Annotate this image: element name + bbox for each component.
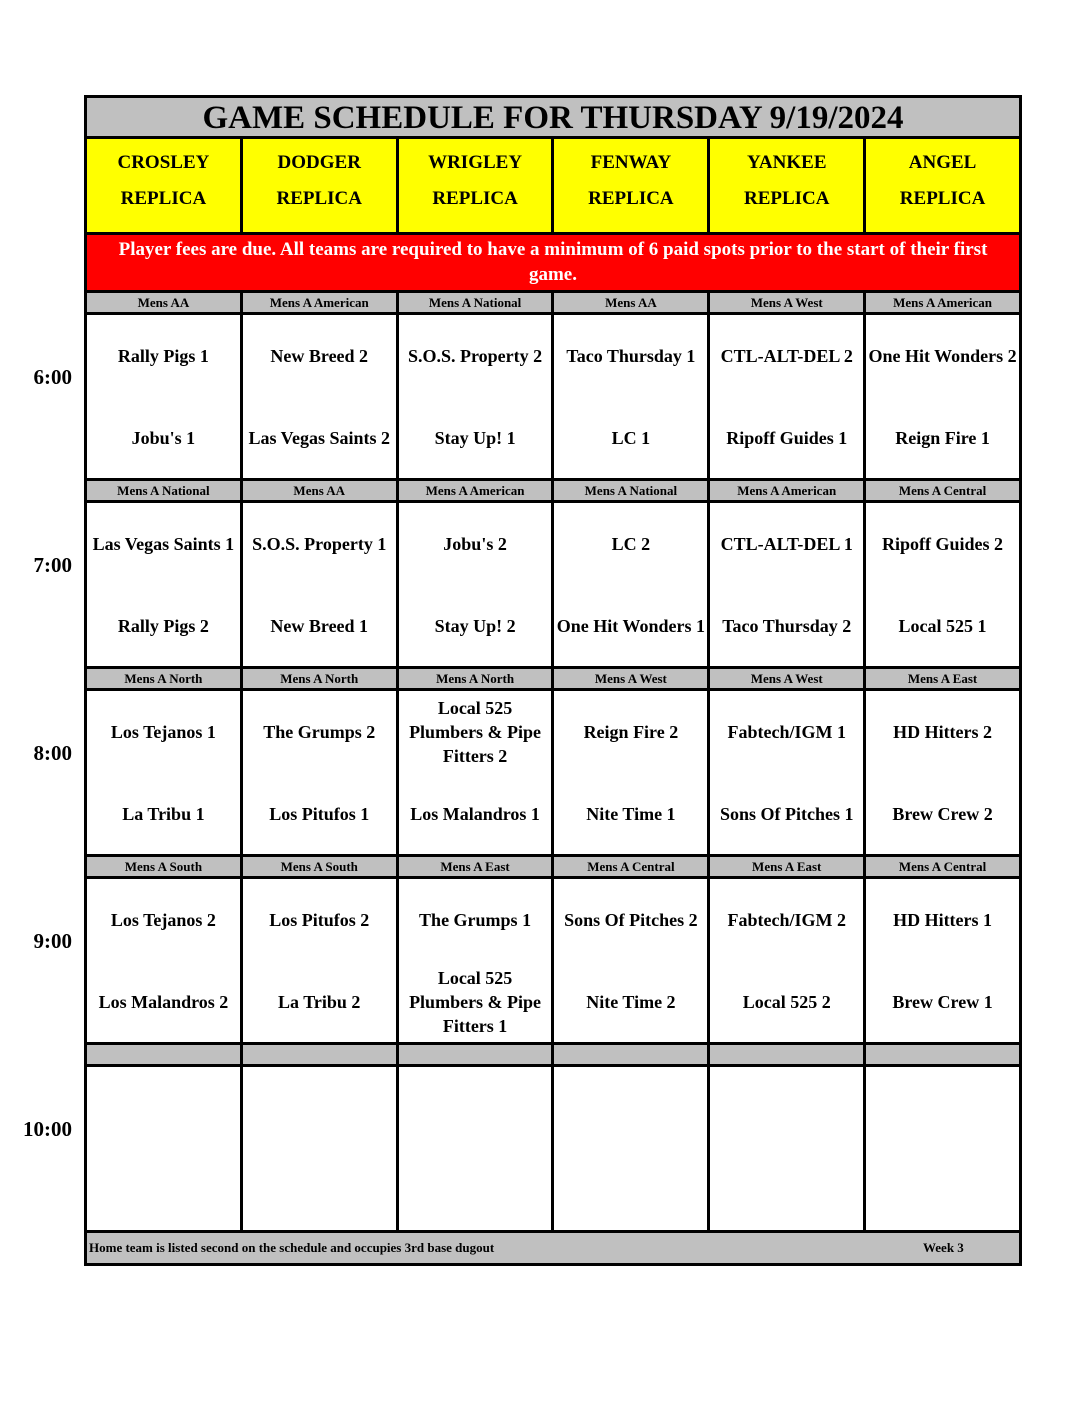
away-team bbox=[712, 1069, 861, 1147]
away-team: Sons Of Pitches 2 bbox=[564, 910, 698, 930]
field-header-row bbox=[84, 139, 1022, 235]
home-team bbox=[245, 1151, 394, 1229]
division-row bbox=[84, 481, 1022, 503]
field-header-yankee bbox=[710, 139, 866, 235]
week-label: Week 3 bbox=[923, 1240, 964, 1255]
field-header-wrigley bbox=[399, 139, 555, 235]
home-team: Stay Up! 1 bbox=[434, 428, 516, 448]
game-cell bbox=[866, 315, 1022, 481]
game-cell bbox=[87, 691, 243, 857]
home-team: Los Pitufos 1 bbox=[269, 804, 370, 824]
division-label: Mens AA bbox=[243, 481, 399, 503]
division-label: Mens A East bbox=[866, 669, 1022, 691]
game-cell bbox=[554, 503, 710, 669]
away-team: Local 525 Plumbers & Pipe Fitters 2 bbox=[409, 698, 542, 766]
away-team: HD Hitters 2 bbox=[893, 722, 993, 742]
home-team: Sons Of Pitches 1 bbox=[719, 804, 854, 824]
division-label: Mens A West bbox=[554, 669, 710, 691]
footer-note: Home team is listed second on the schedule and occupies 3rd base dugout bbox=[89, 1240, 495, 1255]
division-label bbox=[399, 1045, 555, 1067]
game-cell bbox=[87, 879, 243, 1045]
away-team: Taco Thursday 1 bbox=[566, 346, 696, 366]
division-label bbox=[710, 1045, 866, 1067]
game-cell bbox=[399, 503, 555, 669]
home-team: Reign Fire 1 bbox=[895, 428, 990, 448]
away-team: The Grumps 2 bbox=[263, 722, 376, 742]
home-team: One Hit Wonders 1 bbox=[556, 616, 705, 636]
game-row bbox=[84, 879, 1022, 1045]
game-cell bbox=[399, 1067, 555, 1233]
division-label: Mens AA bbox=[87, 293, 243, 315]
game-cell bbox=[554, 315, 710, 481]
home-team: Las Vegas Saints 2 bbox=[248, 428, 391, 448]
home-team: Taco Thursday 2 bbox=[722, 616, 852, 636]
game-row bbox=[84, 315, 1022, 481]
division-label: Mens A Central bbox=[866, 481, 1022, 503]
home-team: Los Malandros 1 bbox=[410, 804, 540, 824]
division-label: Mens A National bbox=[554, 481, 710, 503]
home-team: Brew Crew 1 bbox=[892, 992, 993, 1012]
game-cell bbox=[243, 691, 399, 857]
away-team: Fabtech/IGM 2 bbox=[727, 910, 846, 930]
division-label: Mens A National bbox=[87, 481, 243, 503]
division-label: Mens A Central bbox=[866, 857, 1022, 879]
away-team: S.O.S. Property 2 bbox=[407, 346, 543, 366]
game-cell bbox=[399, 879, 555, 1045]
division-label: Mens A American bbox=[399, 481, 555, 503]
fee-notice-banner: Player fees are due. All teams are required to have a minimum of 6 paid spots prior to the start of their first game. bbox=[84, 235, 1022, 293]
away-team: CTL-ALT-DEL 1 bbox=[720, 534, 853, 554]
away-team: Reign Fire 2 bbox=[583, 722, 679, 742]
game-cell bbox=[87, 1067, 243, 1233]
home-team: Stay Up! 2 bbox=[434, 616, 516, 636]
time-slots bbox=[84, 293, 1022, 1233]
away-team bbox=[556, 1069, 705, 1147]
field-name: DODGER bbox=[277, 152, 361, 173]
division-label bbox=[87, 1045, 243, 1067]
away-team: Rally Pigs 1 bbox=[117, 346, 209, 366]
game-row bbox=[84, 1067, 1022, 1233]
field-subname: REPLICA bbox=[588, 188, 674, 209]
field-header-crosley bbox=[87, 139, 243, 235]
field-header-dodger bbox=[243, 139, 399, 235]
division-label: Mens A Central bbox=[554, 857, 710, 879]
schedule-sheet bbox=[84, 95, 1022, 1266]
home-team: Local 525 Plumbers & Pipe Fitters 1 bbox=[409, 968, 542, 1036]
home-team: Rally Pigs 2 bbox=[117, 616, 209, 636]
game-cell bbox=[554, 879, 710, 1045]
away-team: The Grumps 1 bbox=[419, 910, 532, 930]
home-team bbox=[868, 1151, 1017, 1229]
field-name: ANGEL bbox=[908, 152, 977, 173]
field-subname: REPLICA bbox=[432, 188, 518, 209]
field-subname: REPLICA bbox=[899, 188, 986, 209]
game-cell bbox=[710, 315, 866, 481]
game-cell bbox=[243, 1067, 399, 1233]
division-label: Mens A East bbox=[710, 857, 866, 879]
game-cell bbox=[554, 1067, 710, 1233]
game-cell bbox=[866, 691, 1022, 857]
home-team bbox=[89, 1151, 238, 1229]
away-team: Los Pitufos 2 bbox=[269, 910, 370, 930]
game-cell bbox=[710, 879, 866, 1045]
game-row bbox=[84, 503, 1022, 669]
game-cell bbox=[866, 1067, 1022, 1233]
away-team bbox=[401, 1069, 550, 1147]
division-label bbox=[866, 1045, 1022, 1067]
footer-bar bbox=[84, 1233, 1022, 1266]
division-label: Mens A West bbox=[710, 669, 866, 691]
away-team: Las Vegas Saints 1 bbox=[92, 534, 235, 554]
division-label: Mens A American bbox=[243, 293, 399, 315]
division-label: Mens A American bbox=[710, 481, 866, 503]
home-team: Los Malandros 2 bbox=[98, 992, 229, 1012]
field-header-fenway bbox=[554, 139, 710, 235]
home-team: New Breed 1 bbox=[270, 616, 369, 636]
time-label: 8:00 bbox=[33, 741, 72, 765]
away-team: S.O.S. Property 1 bbox=[252, 534, 387, 554]
away-team: Los Tejanos 2 bbox=[110, 910, 216, 930]
home-team: La Tribu 2 bbox=[278, 992, 361, 1012]
page-title: GAME SCHEDULE FOR THURSDAY 9/19/2024 bbox=[84, 95, 1022, 139]
field-name: CROSLEY bbox=[117, 152, 210, 173]
away-team: LC 2 bbox=[611, 534, 651, 554]
away-team: CTL-ALT-DEL 2 bbox=[720, 346, 853, 366]
away-team: New Breed 2 bbox=[270, 346, 369, 366]
division-label bbox=[243, 1045, 399, 1067]
division-row bbox=[84, 669, 1022, 691]
away-team: Ripoff Guides 2 bbox=[882, 534, 1004, 554]
game-cell bbox=[243, 315, 399, 481]
away-team bbox=[89, 1069, 238, 1147]
home-team: La Tribu 1 bbox=[122, 804, 205, 824]
away-team: Jobu's 2 bbox=[443, 534, 507, 554]
away-team: HD Hitters 1 bbox=[893, 910, 993, 930]
division-label: Mens A South bbox=[87, 857, 243, 879]
home-team: Nite Time 1 bbox=[586, 804, 676, 824]
division-label: Mens A West bbox=[710, 293, 866, 315]
division-label: Mens A National bbox=[399, 293, 555, 315]
home-team bbox=[556, 1151, 705, 1229]
field-subname: REPLICA bbox=[276, 188, 362, 209]
division-row bbox=[84, 857, 1022, 879]
division-row bbox=[84, 293, 1022, 315]
time-label: 9:00 bbox=[33, 929, 72, 953]
division-label: Mens A South bbox=[243, 857, 399, 879]
time-label: 7:00 bbox=[33, 553, 72, 577]
away-team bbox=[245, 1069, 394, 1147]
home-team: Local 525 1 bbox=[898, 616, 987, 636]
game-cell bbox=[87, 315, 243, 481]
game-cell bbox=[710, 691, 866, 857]
home-team: Brew Crew 2 bbox=[892, 804, 993, 824]
division-label bbox=[554, 1045, 710, 1067]
home-team: Nite Time 2 bbox=[586, 992, 676, 1012]
game-cell bbox=[243, 879, 399, 1045]
game-cell bbox=[399, 315, 555, 481]
field-name: FENWAY bbox=[590, 152, 672, 173]
away-team: One Hit Wonders 2 bbox=[868, 346, 1017, 366]
game-cell bbox=[554, 691, 710, 857]
home-team: LC 1 bbox=[611, 428, 651, 448]
field-header-angel bbox=[866, 139, 1022, 235]
game-cell bbox=[399, 691, 555, 857]
home-team bbox=[401, 1151, 550, 1229]
game-cell bbox=[243, 503, 399, 669]
division-row bbox=[84, 1045, 1022, 1067]
field-subname: REPLICA bbox=[743, 188, 830, 209]
field-name: WRIGLEY bbox=[428, 152, 523, 173]
away-team: Fabtech/IGM 1 bbox=[727, 722, 846, 742]
away-team: Los Tejanos 1 bbox=[110, 722, 216, 742]
game-row bbox=[84, 691, 1022, 857]
field-name: YANKEE bbox=[746, 152, 827, 173]
home-team: Ripoff Guides 1 bbox=[726, 428, 848, 448]
game-cell bbox=[87, 503, 243, 669]
division-label: Mens A North bbox=[243, 669, 399, 691]
game-cell bbox=[866, 879, 1022, 1045]
division-label: Mens AA bbox=[554, 293, 710, 315]
division-label: Mens A American bbox=[866, 293, 1022, 315]
away-team bbox=[868, 1069, 1017, 1147]
game-cell bbox=[866, 503, 1022, 669]
field-subname: REPLICA bbox=[120, 188, 207, 209]
division-label: Mens A North bbox=[87, 669, 243, 691]
game-cell bbox=[710, 1067, 866, 1233]
time-label: 6:00 bbox=[33, 365, 72, 389]
division-label: Mens A East bbox=[399, 857, 555, 879]
division-label: Mens A North bbox=[399, 669, 555, 691]
home-team: Local 525 2 bbox=[742, 992, 831, 1012]
home-team: Jobu's 1 bbox=[131, 428, 196, 448]
game-cell bbox=[710, 503, 866, 669]
home-team bbox=[712, 1151, 861, 1229]
time-label: 10:00 bbox=[23, 1117, 72, 1141]
